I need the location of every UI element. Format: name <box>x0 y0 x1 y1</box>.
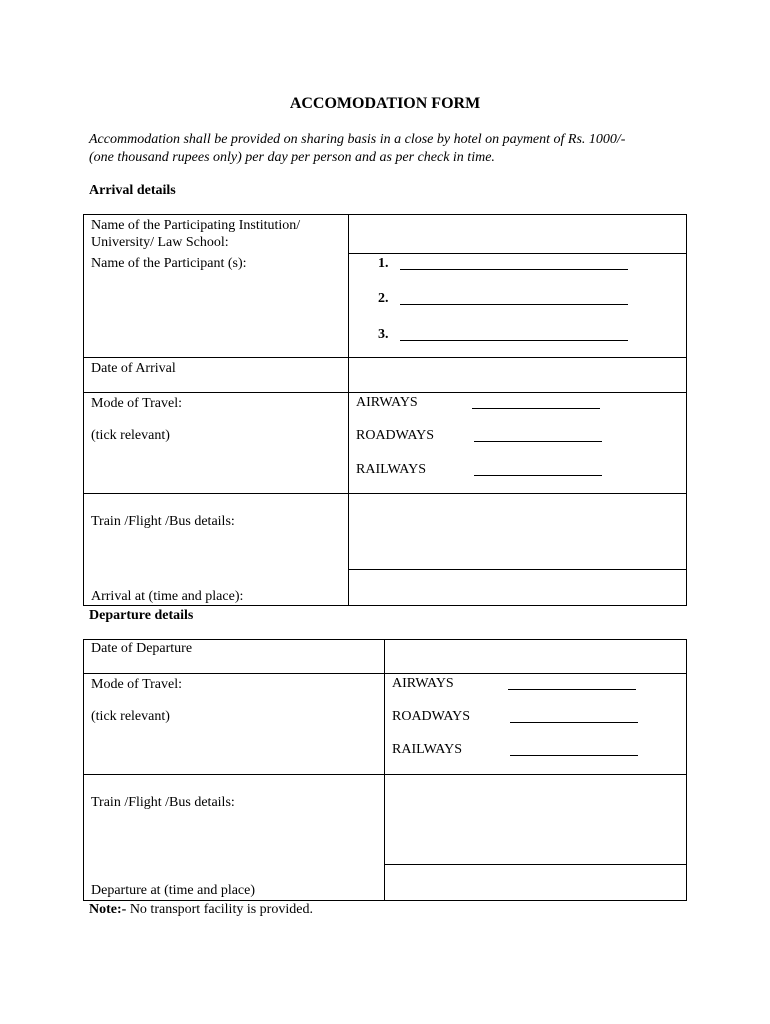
intro-line-1: Accommodation shall be provided on sharing basis in a close by hotel on payment of Rs. 1000/- <box>89 132 626 147</box>
arrival-roadways-tick-field[interactable] <box>474 441 602 442</box>
departure-date-field[interactable] <box>388 642 684 670</box>
arrival-date-label: Date of Arrival <box>91 361 176 376</box>
note-label: Note:- <box>89 902 127 917</box>
institution-field[interactable] <box>352 218 684 250</box>
departure-tick-label: (tick relevant) <box>91 709 170 724</box>
departure-heading: Departure details <box>89 608 194 623</box>
participant-number: 1. <box>378 256 389 271</box>
participant-number: 3. <box>378 327 389 342</box>
row-divider <box>348 253 687 254</box>
participant-number: 2. <box>378 291 389 306</box>
row-divider <box>83 774 687 775</box>
departure-railways-tick-field[interactable] <box>510 755 638 756</box>
arrival-column-divider <box>348 214 349 606</box>
arrival-time-place-field[interactable] <box>352 572 684 603</box>
participants-label: Name of the Participant (s): <box>91 256 247 271</box>
departure-mode-airways: AIRWAYS <box>392 676 454 691</box>
arrival-mode-railways: RAILWAYS <box>356 462 427 477</box>
note <box>89 902 313 918</box>
arrival-date-field[interactable] <box>352 360 684 389</box>
arrival-time-place-label: Arrival at (time and place): <box>91 589 244 604</box>
participant-2-field[interactable] <box>400 304 628 305</box>
institution-label-line-2: University/ Law School: <box>91 235 229 250</box>
row-divider <box>83 357 687 358</box>
departure-roadways-tick-field[interactable] <box>510 722 638 723</box>
participant-1-field[interactable] <box>400 269 628 270</box>
arrival-heading: Arrival details <box>89 183 176 198</box>
arrival-tick-label: (tick relevant) <box>91 428 170 443</box>
intro-line-2: (one thousand rupees only) per day per person and as per check in time. <box>89 150 495 165</box>
arrival-details-field[interactable] <box>352 497 684 565</box>
institution-label-line-1: Name of the Participating Institution/ <box>91 218 301 233</box>
row-divider <box>83 493 687 494</box>
departure-mode-railways: RAILWAYS <box>392 742 463 757</box>
departure-date-label: Date of Departure <box>91 641 193 656</box>
departure-mode-label: Mode of Travel: <box>91 677 182 692</box>
arrival-railways-tick-field[interactable] <box>474 475 602 476</box>
departure-airways-tick-field[interactable] <box>508 689 636 690</box>
departure-time-place-label: Departure at (time and place) <box>91 883 256 898</box>
arrival-mode-airways: AIRWAYS <box>356 395 418 410</box>
row-divider <box>83 392 687 393</box>
row-divider <box>83 673 687 674</box>
arrival-mode-label: Mode of Travel: <box>91 396 182 411</box>
page-title: ACCOMODATION FORM <box>289 95 481 112</box>
departure-time-place-field[interactable] <box>388 867 684 898</box>
arrival-details-label: Train /Flight /Bus details: <box>91 514 235 529</box>
arrival-airways-tick-field[interactable] <box>472 408 600 409</box>
departure-details-label: Train /Flight /Bus details: <box>91 795 235 810</box>
participant-3-field[interactable] <box>400 340 628 341</box>
row-divider <box>348 569 687 570</box>
arrival-mode-roadways: ROADWAYS <box>356 428 435 443</box>
departure-column-divider <box>384 639 385 901</box>
row-divider <box>384 864 687 865</box>
departure-mode-roadways: ROADWAYS <box>392 709 471 724</box>
note-text: No transport facility is provided. <box>126 902 313 917</box>
departure-details-field[interactable] <box>388 778 684 861</box>
